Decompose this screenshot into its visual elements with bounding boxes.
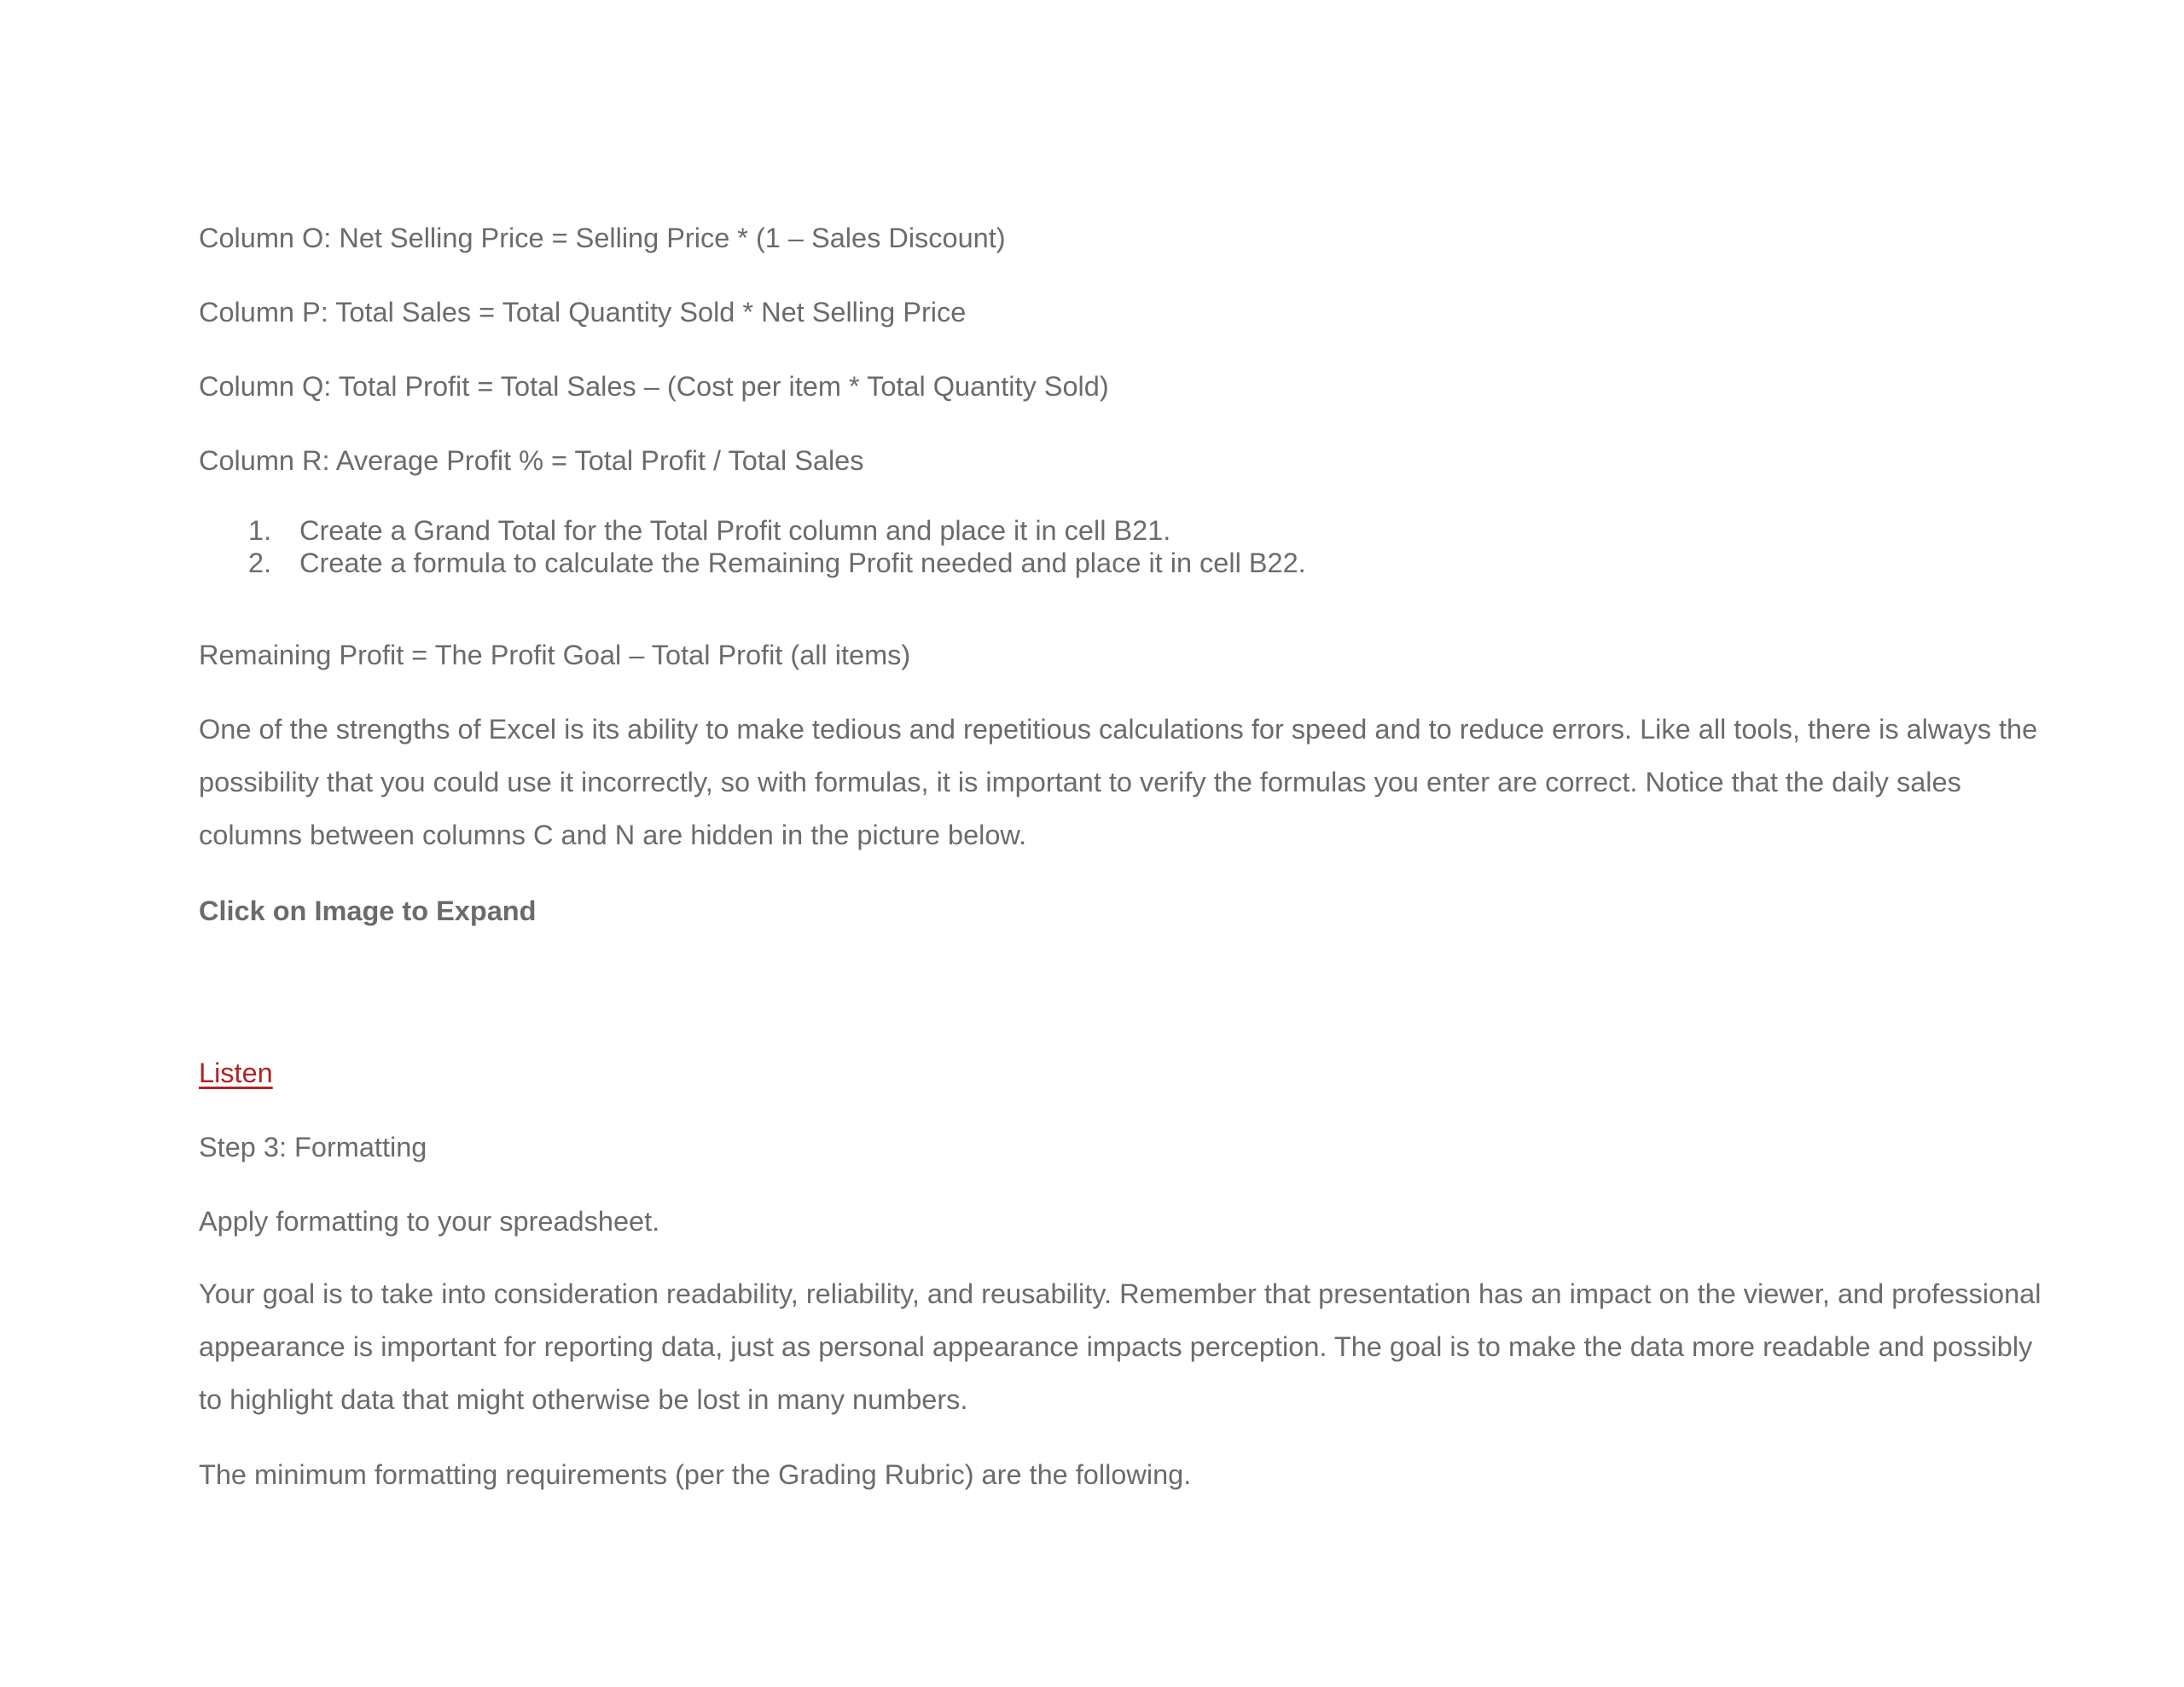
document-page (199, 0, 2076, 1687)
step3-heading: Step 3: Formatting (199, 1132, 427, 1162)
remaining-profit-formula: Remaining Profit = The Profit Goal – Total Profit (all items) (199, 640, 911, 670)
excel-paragraph: One of the strengths of Excel is its ability to make tedious and repetitious calculations for speed and to reduce errors. Like all tools, there is always the possibility that you could use it incorrectly, so with formulas, it is important to verify the formulas you enter are correct. Notice that the daily sales columns between columns C and N are hidden in the picture below. (199, 714, 2038, 850)
listen-link-wrapper (199, 1056, 273, 1090)
steps-list (199, 514, 1306, 579)
list-item (199, 547, 1306, 579)
formula-column-o: Column O: Net Selling Price = Selling Price * (1 – Sales Discount) (199, 223, 1006, 253)
formula-column-r: Column R: Average Profit % = Total Profit / Total Sales (199, 445, 864, 476)
apply-formatting-text: Apply formatting to your spreadsheet. (199, 1206, 660, 1237)
minimum-requirements-text: The minimum formatting requirements (per the Grading Rubric) are the following. (199, 1459, 1192, 1490)
listen-link[interactable]: Listen (199, 1058, 273, 1088)
list-item-text: Create a formula to calculate the Remaining Profit needed and place it in cell B22. (299, 548, 1306, 578)
list-item-number: 2. (248, 548, 272, 578)
formula-column-q: Column Q: Total Profit = Total Sales – (Cost per item * Total Quantity Sold) (199, 371, 1109, 402)
list-item-number: 1. (248, 515, 272, 546)
list-item-text: Create a Grand Total for the Total Profit column and place it in cell B21. (299, 515, 1171, 546)
click-to-expand-label: Click on Image to Expand (199, 896, 537, 926)
formula-column-p: Column P: Total Sales = Total Quantity Sold * Net Selling Price (199, 297, 967, 328)
goal-paragraph: Your goal is to take into consideration readability, reliability, and reusability. Remember that presentation has an impact on the viewer, and professional appearance is important for reporting data, just as personal appearance impacts perception. The goal is to make the data more readable and possibly to highlight data that might otherwise be lost in many numbers. (199, 1278, 2042, 1415)
list-item (199, 514, 1306, 547)
